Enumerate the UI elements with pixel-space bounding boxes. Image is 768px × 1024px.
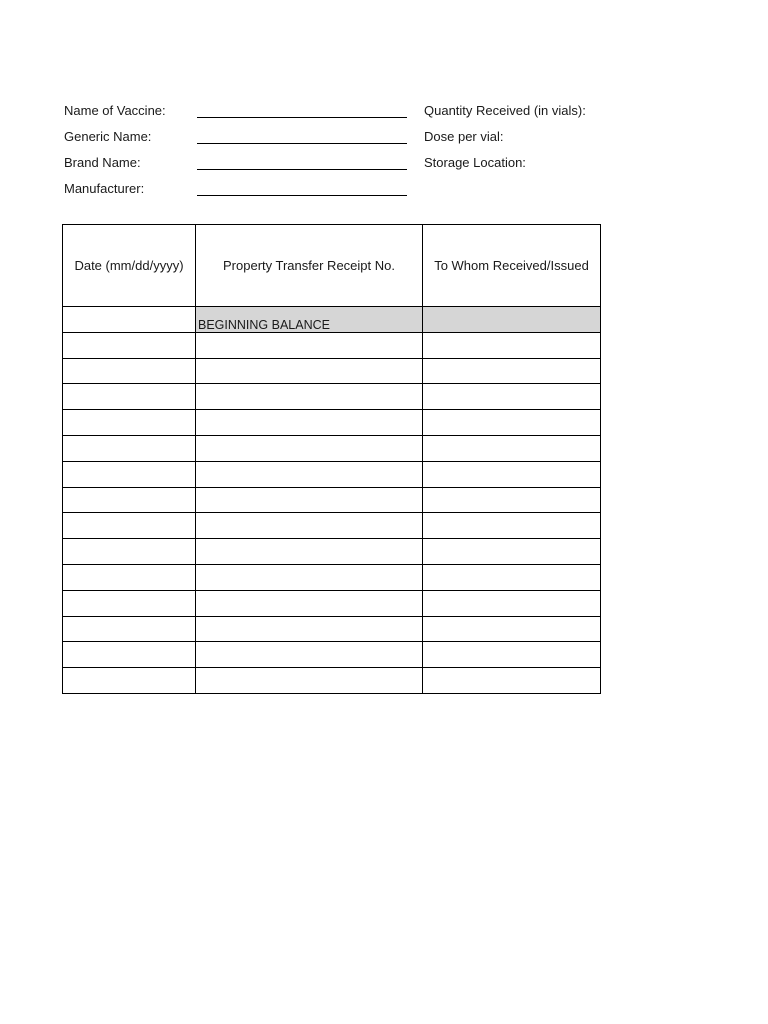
table-cell[interactable] <box>196 513 423 539</box>
quantity-received-label: Quantity Received (in vials): <box>424 103 586 118</box>
table-cell[interactable] <box>423 332 601 358</box>
table-cell[interactable] <box>423 461 601 487</box>
table-row <box>63 590 601 616</box>
beginning-balance-cell: BEGINNING BALANCE <box>196 307 423 333</box>
table-cell[interactable] <box>423 435 601 461</box>
table-cell[interactable] <box>63 384 196 410</box>
table-cell[interactable] <box>196 461 423 487</box>
table-cell[interactable] <box>63 410 196 436</box>
date-column-header: Date (mm/dd/yyyy) <box>63 225 196 307</box>
table-row <box>63 487 601 513</box>
brand-name-field[interactable] <box>197 169 407 170</box>
table-row <box>63 616 601 642</box>
table-cell[interactable] <box>423 590 601 616</box>
table-cell[interactable] <box>63 435 196 461</box>
generic-name-label: Generic Name: <box>64 129 152 144</box>
table-row <box>63 642 601 668</box>
table-cell[interactable] <box>63 564 196 590</box>
table-cell[interactable] <box>423 668 601 694</box>
table-cell[interactable] <box>423 513 601 539</box>
table-cell[interactable] <box>63 642 196 668</box>
table-cell[interactable] <box>196 435 423 461</box>
table-cell[interactable] <box>423 410 601 436</box>
table-cell[interactable] <box>196 487 423 513</box>
storage-location-label: Storage Location: <box>424 155 526 170</box>
table-cell[interactable] <box>196 358 423 384</box>
table-row <box>63 513 601 539</box>
manufacturer-field[interactable] <box>197 195 407 196</box>
receipt-no-column-header: Property Transfer Receipt No. <box>196 225 423 307</box>
table-cell[interactable] <box>196 590 423 616</box>
name-of-vaccine-label: Name of Vaccine: <box>64 103 166 118</box>
dose-per-vial-label: Dose per vial: <box>424 129 504 144</box>
table-row <box>63 358 601 384</box>
table-row <box>63 668 601 694</box>
table-cell[interactable] <box>196 410 423 436</box>
table-cell[interactable] <box>196 564 423 590</box>
table-cell[interactable] <box>63 487 196 513</box>
beginning-balance-row <box>63 307 601 333</box>
table-cell[interactable] <box>63 668 196 694</box>
table-cell[interactable] <box>196 668 423 694</box>
table-cell[interactable] <box>196 642 423 668</box>
brand-name-label: Brand Name: <box>64 155 141 170</box>
table-row <box>63 384 601 410</box>
table-row <box>63 461 601 487</box>
table-row <box>63 332 601 358</box>
vaccine-ledger-table <box>62 224 601 694</box>
table-cell[interactable] <box>196 539 423 565</box>
generic-name-field[interactable] <box>197 143 407 144</box>
table-cell[interactable] <box>423 564 601 590</box>
table-cell[interactable] <box>196 332 423 358</box>
table-cell[interactable] <box>63 332 196 358</box>
table-row <box>63 410 601 436</box>
table-cell[interactable] <box>423 642 601 668</box>
table-cell[interactable] <box>63 590 196 616</box>
table-cell[interactable] <box>63 616 196 642</box>
table-cell[interactable] <box>196 616 423 642</box>
table-row <box>63 435 601 461</box>
table-cell[interactable] <box>423 307 601 333</box>
table-cell[interactable] <box>423 539 601 565</box>
table-cell[interactable] <box>423 487 601 513</box>
table-row <box>63 539 601 565</box>
manufacturer-label: Manufacturer: <box>64 181 145 196</box>
table-cell[interactable] <box>63 539 196 565</box>
table-cell[interactable] <box>63 461 196 487</box>
table-cell[interactable] <box>423 616 601 642</box>
table-cell[interactable] <box>423 358 601 384</box>
table-cell[interactable] <box>63 358 196 384</box>
table-cell[interactable] <box>196 384 423 410</box>
table-row <box>63 564 601 590</box>
name-of-vaccine-field[interactable] <box>197 117 407 118</box>
received-issued-column-header: To Whom Received/Issued <box>423 225 601 307</box>
table-header-row <box>63 225 601 307</box>
table-cell[interactable] <box>423 384 601 410</box>
table-cell[interactable] <box>63 307 196 333</box>
table-cell[interactable] <box>63 513 196 539</box>
